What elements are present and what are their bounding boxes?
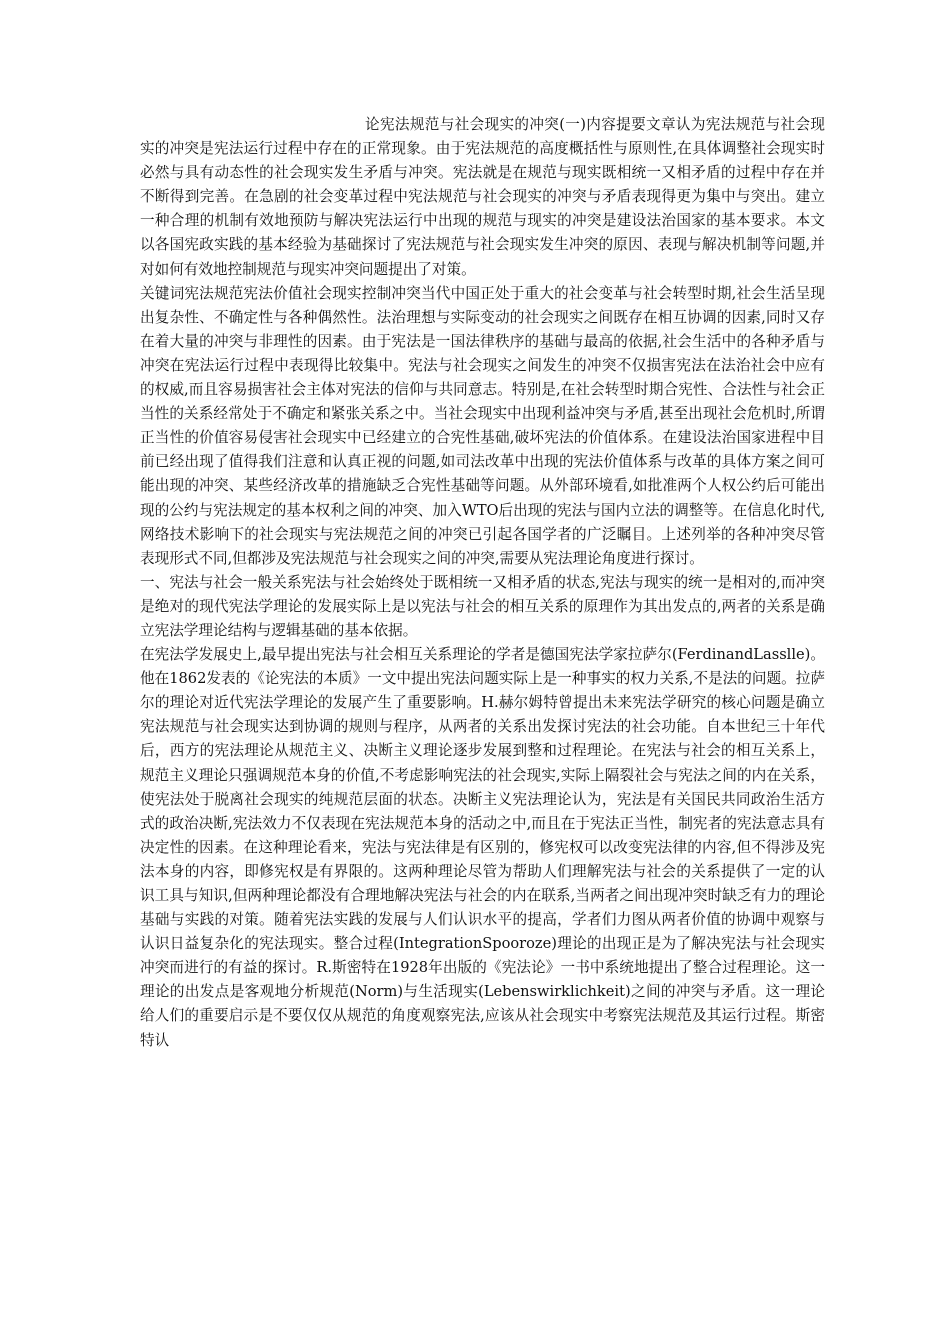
history-paragraph: 在宪法学发展史上,最早提出宪法与社会相互关系理论的学者是德国宪法学家拉萨尔(FerdinandLasslle)。他在1862发表的《论宪法的本质》一文中提出宪法问题实际上是一种事实的权力关系,不是法的问题。拉萨尔的理论对近代宪法学理论的发展产生了重要影响。H.赫尔姆特曾提出未来宪法学研究的核心问题是确立宪法规范与社会现实达到协调的规则与程序，从两者的关系出发探讨宪法的社会功能。自本世纪三十年代后，西方的宪法理论从规范主义、决断主义理论逐步发展到整和过程理论。在宪法与社会的相互关系上，规范主义理论只强调规范本身的价值,不考虑影响宪法的社会现实,实际上隔裂社会与宪法之间的内在关系，使宪法处于脱离社会现实的纯规范层面的状态。决断主义宪法理论认为，宪法是有关国民共同政治生活方式的政治决断,宪法效力不仅表现在宪法规范本身的活动之中,而且在于宪法正当性，制宪者的宪法意志具有决定性的因素。在这种理论看来，宪法与宪法律是有区别的，修宪权可以改变宪法律的内容,但不得涉及宪法本身的内容，即修宪权是有界限的。这两种理论尽管为帮助人们理解宪法与社会的关系提供了一定的认识工具与知识,但两种理论都没有合理地解决宪法与社会的内在联系,当两者之间出现冲突时缺乏有力的理论基础与实践的对策。随着宪法实践的发展与人们认识水平的提高，学者们力图从两者价值的协调中观察与认识日益复杂化的宪法现实。整合过程(IntegrationSpooroze)理论的出现正是为了解决宪法与社会现实冲突而进行的有益的探讨。R.斯密特在1928年出版的《宪法论》一书中系统地提出了整合过程理论。这一理论的出发点是客观地分析规范(Norm)与生活现实(Lebenswirklichkeit)之间的冲突与矛盾。这一理论给人们的重要启示是不要仅仅从规范的角度观察宪法,应该从社会现实中考察宪法规范及其运行过程。斯密特认 — [140, 646, 825, 1049]
section-one-paragraph: 一、宪法与社会一般关系宪法与社会始终处于既相统一又相矛盾的状态,宪法与现实的统一是相对的,而冲突是绝对的现代宪法学理论的发展实际上是以宪法与社会的相互关系的原理作为其出发点的,两者的关系是确立宪法学理论结构与逻辑基础的基本依据。 — [140, 573, 825, 639]
abstract-paragraph: 论宪法规范与社会现实的冲突(一)内容提要文章认为宪法规范与社会现实的冲突是宪法运行过程中存在的正常现象。由于宪法规范的高度概括性与原则性,在具体调整社会现实时必然与具有动态性的社会现实发生矛盾与冲突。宪法就是在规范与现实既相统一又相矛盾的过程中存在并不断得到完善。在急剧的社会变革过程中宪法规范与社会现实的冲突与矛盾表现得更为集中与突出。建立一种合理的机制有效地预防与解决宪法运行中出现的规范与现实的冲突是建设法治国家的基本要求。本文以各国宪政实践的基本经验为基础探讨了宪法规范与社会现实发生冲突的原因、表现与解决机制等问题,并对如何有效地控制规范与现实冲突问题提出了对策。 — [140, 116, 825, 278]
document-body — [140, 113, 825, 1053]
keywords-paragraph: 关键词宪法规范宪法价值社会现实控制冲突当代中国正处于重大的社会变革与社会转型时期,社会生活呈现出复杂性、不确定性与各种偶然性。法治理想与实际变动的社会现实之间既存在相互协调的因素,同时又存在着大量的冲突与非理性的因素。由于宪法是一国法律秩序的基础与最高的依据,社会生活中的各种矛盾与冲突在宪法运行过程中表现得比较集中。宪法与社会现实之间发生的冲突不仅损害宪法在法治社会中应有的权威,而且容易损害社会主体对宪法的信仰与共同意志。特别是,在社会转型时期合宪性、合法性与社会正当性的关系经常处于不确定和紧张关系之中。当社会现实中出现利益冲突与矛盾,甚至出现社会危机时,所谓正当性的价值容易侵害社会现实中已经建立的合宪性基础,破坏宪法的价值体系。在建设法治国家进程中目前已经出现了值得我们注意和认真正视的问题,如司法改革中出现的宪法价值体系与改革的具体方案之间可能出现的冲突、某些经济改革的措施缺乏合宪性基础等问题。从外部环境看,如批准两个人权公约后可能出现的公约与宪法规定的基本权利之间的冲突、加入WTO后出现的宪法与国内立法的调整等。在信息化时代,网络技术影响下的社会现实与宪法规范之间的冲突已引起各国学者的广泛瞩目。上述列举的各种冲突尽管表现形式不同,但都涉及宪法规范与社会现实之间的冲突,需要从宪法理论角度进行探讨。 — [140, 284, 825, 567]
